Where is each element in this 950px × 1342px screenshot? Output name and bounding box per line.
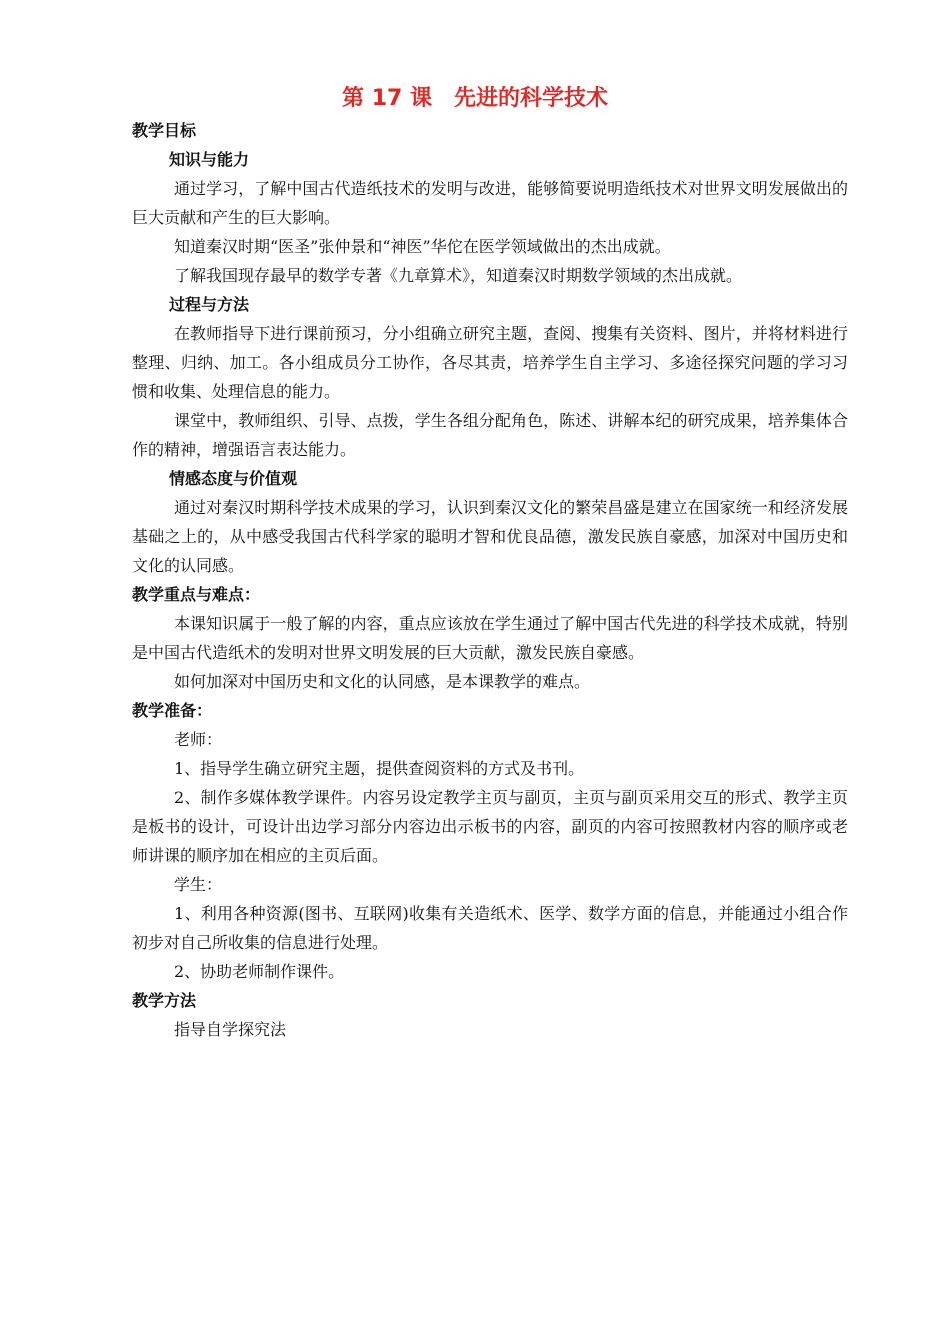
list-item: 1、指导学生确立研究主题，提供查阅资料的方式及书刊。 xyxy=(174,759,585,778)
list-item: 2、协助老师制作课件。 xyxy=(174,962,345,981)
list-item: 2、制作多媒体教学课件。内容另设定教学主页与副页，主页与副页采用交互的形式、教学主页是板书的设计，可设计出边学习部分内容边出示板书的内容，副页的内容可按照教材内容的顺序或老师讲课的顺序加在相应的主页后面。 xyxy=(132,788,848,865)
paragraph: 指导自学探究法 xyxy=(174,1020,287,1039)
subheading-emotion: 情感态度与价值观 xyxy=(169,469,298,488)
paragraph: 了解我国现存最早的数学专著《九章算术》，知道秦汉时期数学领域的杰出成就。 xyxy=(174,266,743,285)
paragraph: 通过对秦汉时期科学技术成果的学习，认识到秦汉文化的繁荣昌盛是建立在国家统一和经济发展基础之上的，从中感受我国古代科学家的聪明才智和优良品德，激发民族自豪感，加深对中国历史和文化的认同感。 xyxy=(132,498,848,575)
section-heading-method: 教学方法 xyxy=(132,991,197,1010)
page-title: 第 17 课 先进的科学技术 xyxy=(342,86,608,111)
paragraph: 老师： xyxy=(174,730,223,749)
section-heading-keypoints: 教学重点与难点： xyxy=(132,585,261,604)
document-body xyxy=(132,116,848,1044)
section-heading-objectives: 教学目标 xyxy=(132,121,197,140)
paragraph: 本课知识属于一般了解的内容，重点应该放在学生通过了解中国古代先进的科学技术成就，特别是中国古代造纸术的发明对世界文明发展的巨大贡献，激发民族自豪感。 xyxy=(132,614,848,662)
section-heading-preparation: 教学准备： xyxy=(132,701,213,720)
list-item: 1、利用各种资源(图书、互联网)收集有关造纸术、医学、数学方面的信息，并能通过小组合作初步对自己所收集的信息进行处理。 xyxy=(132,904,848,952)
paragraph: 如何加深对中国历史和文化的认同感，是本课教学的难点。 xyxy=(174,672,591,691)
paragraph: 知道秦汉时期“医圣”张仲景和“神医”华佗在医学领域做出的杰出成就。 xyxy=(174,237,671,256)
paragraph: 学生： xyxy=(174,875,223,894)
paragraph: 通过学习，了解中国古代造纸技术的发明与改进，能够简要说明造纸技术对世界文明发展做出的巨大贡献和产生的巨大影响。 xyxy=(132,179,848,227)
paragraph: 课堂中，教师组织、引导、点拨，学生各组分配角色，陈述、讲解本纪的研究成果，培养集体合作的精神，增强语言表达能力。 xyxy=(132,411,848,459)
subheading-process: 过程与方法 xyxy=(169,295,250,314)
paragraph: 在教师指导下进行课前预习，分小组确立研究主题，查阅、搜集有关资料、图片，并将材料进行整理、归纳、加工。各小组成员分工协作，各尽其责，培养学生自主学习、多途径探究问题的学习习惯和收集、处理信息的能力。 xyxy=(132,324,848,401)
subheading-knowledge: 知识与能力 xyxy=(169,150,250,169)
